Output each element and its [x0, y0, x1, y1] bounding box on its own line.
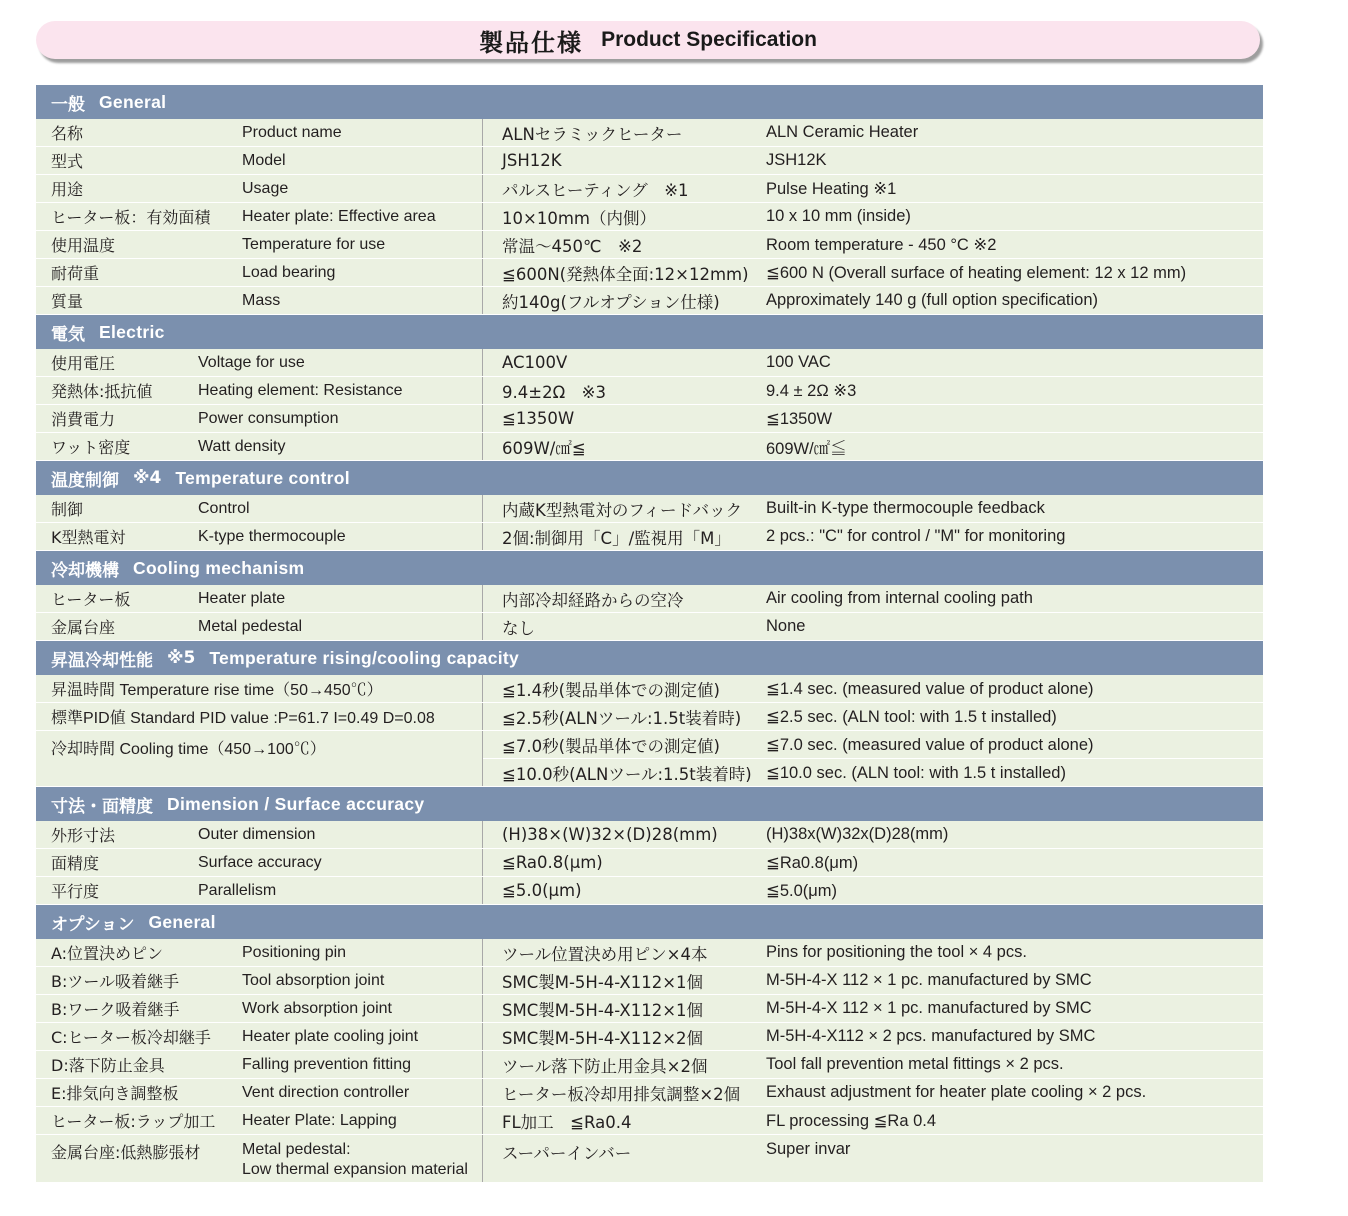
- value-en: Pulse Heating ※1: [766, 179, 897, 198]
- value-jp: 常温～450℃ ※2: [502, 236, 643, 256]
- label-en-line2: Low thermal expansion material: [242, 1161, 468, 1178]
- label-en: Heater plate: Effective area: [242, 207, 436, 225]
- section-title-jp: 温度制御: [51, 470, 119, 491]
- value-jp: 10×10mm（内側）: [502, 208, 656, 228]
- spec-label-cell: [36, 287, 483, 314]
- spec-label-cell: [36, 1023, 483, 1050]
- label-jp: 耐荷重: [51, 264, 100, 283]
- spec-row: [36, 939, 1263, 967]
- label-en: Heating element: Resistance: [198, 381, 403, 399]
- section-note: ※4: [133, 468, 162, 488]
- section-header-dimension: [36, 787, 1263, 821]
- section-header-rising-cooling: [36, 641, 1263, 675]
- label-en: K-type thermocouple: [198, 527, 346, 545]
- value-en: (H)38x(W)32x(D)28(mm): [766, 825, 949, 843]
- value-en: 2 pcs.: "C" for control / "M" for monitoring: [766, 527, 1066, 545]
- value-jp: AC100V: [502, 353, 568, 372]
- spec-row: [36, 585, 1263, 613]
- label-jp: ヒーター板：有効面積: [51, 208, 211, 227]
- spec-row: [36, 613, 1263, 641]
- label-en: Temperature for use: [242, 235, 386, 253]
- spec-label-cell: [36, 849, 483, 876]
- value-jp: ≦1350W: [502, 409, 575, 428]
- value-en: ≦600 N (Overall surface of heating element: 12 x 12 mm): [766, 263, 1187, 282]
- spec-label-cell: [36, 349, 483, 376]
- spec-row: [36, 147, 1263, 175]
- value-en: M-5H-4-X 112 × 1 pc. manufactured by SMC: [766, 971, 1092, 989]
- label-jp: ヒーター板:ラップ加工: [51, 1112, 216, 1131]
- value-jp: 内部冷却経路からの空冷: [502, 590, 684, 610]
- value-en: Built-in K-type thermocouple feedback: [766, 499, 1045, 517]
- cooling-values: [483, 731, 1263, 786]
- section-header-cooling-mechanism: [36, 551, 1263, 585]
- value-jp: 2個:制御用「C」/監視用「M」: [502, 528, 731, 548]
- section-title-en: Electric: [99, 321, 165, 342]
- section-note: ※5: [167, 648, 196, 668]
- value-jp: なし: [502, 618, 535, 638]
- page-title-en: Product Specification: [601, 28, 817, 51]
- spec-label-cell: 冷却時間 Cooling time（450→100℃）: [36, 731, 483, 786]
- value-jp: JSH12K: [502, 151, 562, 170]
- label-jp: 外形寸法: [51, 826, 116, 845]
- label-jp: ワット密度: [51, 438, 131, 457]
- value-en: FL processing ≦Ra 0.4: [766, 1111, 937, 1130]
- value-en: 100 VAC: [766, 353, 831, 371]
- page-title-jp: 製品仕様: [479, 28, 584, 57]
- value-jp: ≦10.0秒(ALNツール:1.5t装着時): [502, 764, 752, 784]
- value-jp: パルスヒーティング ※1: [502, 180, 689, 200]
- spec-label-cell: [36, 967, 483, 994]
- value-en: M-5H-4-X 112 × 1 pc. manufactured by SMC: [766, 999, 1092, 1017]
- value-en: M-5H-4-X112 × 2 pcs. manufactured by SMC: [766, 1027, 1096, 1045]
- label-jp: ヒーター板: [51, 590, 131, 609]
- spec-row: [36, 203, 1263, 231]
- label-jp: B:ワーク吸着継手: [51, 1000, 180, 1019]
- value-en: Tool fall prevention metal fittings × 2 pcs.: [766, 1055, 1064, 1073]
- value-jp: 内蔵K型熱電対のフィードバック: [502, 500, 743, 520]
- spec-label-cell: [36, 821, 483, 848]
- value-en: ALN Ceramic Heater: [766, 123, 919, 141]
- value-en: None: [766, 617, 806, 635]
- value-jp: ≦7.0秒(製品単体での測定値): [502, 736, 720, 756]
- label-en: Tool absorption joint: [242, 971, 385, 989]
- spec-row: [36, 877, 1263, 905]
- spec-row: [36, 703, 1263, 731]
- spec-row: [36, 967, 1263, 995]
- value-jp: スーパーインバー: [502, 1144, 632, 1163]
- value-en: Super invar: [766, 1140, 851, 1158]
- value-jp: ツール落下防止用金具×2個: [502, 1056, 708, 1076]
- label-jp: 面精度: [51, 854, 100, 873]
- section-header-temperature-control: [36, 461, 1263, 495]
- spec-row: [36, 1135, 1263, 1183]
- label-jp: 使用電圧: [51, 354, 116, 373]
- spec-table: [36, 85, 1263, 1183]
- label-en: Heater plate: [198, 589, 286, 607]
- section-title-jp: 寸法・面精度: [51, 796, 153, 817]
- label-jp: C:ヒーター板冷却継手: [51, 1028, 211, 1047]
- label-en: [242, 1140, 468, 1180]
- spec-label-cell: [36, 433, 483, 460]
- value-jp: ≦5.0(μm): [502, 881, 582, 900]
- value-jp: 約140g(フルオプション仕様): [502, 292, 720, 312]
- value-en: Exhaust adjustment for heater plate cooling × 2 pcs.: [766, 1083, 1147, 1101]
- section-title-jp: 一般: [51, 94, 85, 115]
- spec-row: [36, 523, 1263, 551]
- value-jp: ヒーター板冷却用排気調整×2個: [502, 1084, 741, 1104]
- spec-label-cell: 標準PID値 Standard PID value :P=61.7 I=0.49 D=0.08: [36, 703, 483, 730]
- label-jp: 制御: [51, 500, 84, 519]
- label-jp: 質量: [51, 292, 84, 311]
- label-jp: A:位置決めピン: [51, 944, 164, 963]
- value-en: 609W/㎠≦: [766, 439, 847, 458]
- spec-row: [36, 1051, 1263, 1079]
- spec-label-cell: [36, 377, 483, 404]
- spec-row: [36, 995, 1263, 1023]
- spec-label-cell: [36, 613, 483, 640]
- label-jp: 消費電力: [51, 410, 116, 429]
- section-header-electric: [36, 315, 1263, 349]
- label-en: Surface accuracy: [198, 853, 322, 871]
- spec-label-cell: [36, 585, 483, 612]
- section-title-en: Cooling mechanism: [133, 557, 305, 578]
- spec-row: [36, 821, 1263, 849]
- label-en: Control: [198, 499, 250, 517]
- section-title-jp: 冷却機構: [51, 560, 119, 581]
- label-en: Heater Plate: Lapping: [242, 1111, 397, 1129]
- spec-label-cell: [36, 523, 483, 550]
- label-jp: 使用温度: [51, 236, 116, 255]
- label-en: Outer dimension: [198, 825, 316, 843]
- value-en: Room temperature - 450 °C ※2: [766, 235, 997, 254]
- value-en: Pins for positioning the tool × 4 pcs.: [766, 943, 1027, 961]
- spec-row: [36, 349, 1263, 377]
- value-en: ≦1.4 sec. (measured value of product alone): [766, 679, 1094, 698]
- label-en: Product name: [242, 123, 342, 141]
- label-jp: B:ツール吸着継手: [51, 972, 180, 991]
- label-en: Mass: [242, 291, 281, 309]
- value-jp: ≦2.5秒(ALNツール:1.5t装着時): [502, 708, 742, 728]
- label-en: Heater plate cooling joint: [242, 1027, 419, 1045]
- section-title-jp: 昇温冷却性能: [51, 650, 153, 671]
- label-jp: D:落下防止金具: [51, 1056, 165, 1075]
- value-jp: ≦Ra0.8(μm): [502, 853, 603, 872]
- value-jp: (H)38×(W)32×(D)28(mm): [502, 825, 718, 844]
- spec-row: [36, 849, 1263, 877]
- value-en: ≦7.0 sec. (measured value of product alone): [766, 735, 1094, 754]
- label-en: Model: [242, 151, 286, 169]
- spec-label-cell: [36, 259, 483, 286]
- value-jp: SMC製M-5H-4-X112×1個: [502, 972, 704, 992]
- label-jp: 用途: [51, 180, 84, 199]
- section-header-options: [36, 905, 1263, 939]
- section-title-jp: 電気: [51, 324, 85, 345]
- label-en: Falling prevention fitting: [242, 1055, 411, 1073]
- spec-label-cell: [36, 231, 483, 258]
- spec-row: [36, 175, 1263, 203]
- value-jp: ツール位置決め用ピン×4本: [502, 944, 708, 964]
- value-en: Approximately 140 g (full option specification): [766, 291, 1099, 309]
- spec-row: [36, 119, 1263, 147]
- value-en: ≦10.0 sec. (ALN tool: with 1.5 t installed): [766, 763, 1066, 782]
- spec-row: [36, 495, 1263, 523]
- label-en: Metal pedestal: [198, 617, 303, 635]
- spec-label-cell: [36, 119, 483, 146]
- section-title-en: Temperature rising/cooling capacity: [209, 647, 520, 668]
- section-title-en: General: [99, 91, 167, 112]
- label-en: Voltage for use: [198, 353, 305, 371]
- spec-row: [36, 287, 1263, 315]
- label-jp: 名称: [51, 124, 84, 143]
- cooling-subrow: [483, 759, 1263, 786]
- value-en: Air cooling from internal cooling path: [766, 589, 1033, 607]
- label-en: Parallelism: [198, 881, 277, 899]
- spec-row: [36, 1079, 1263, 1107]
- spec-row-cooling-time: [36, 731, 1263, 787]
- value-jp: FL加工 ≦Ra0.4: [502, 1112, 632, 1132]
- spec-label-cell: [36, 175, 483, 202]
- label-jp: K型熱電対: [51, 528, 126, 547]
- section-title-en: Dimension / Surface accuracy: [167, 793, 425, 814]
- value-jp: 9.4±2Ω ※3: [502, 382, 606, 402]
- spec-row: [36, 1107, 1263, 1135]
- section-title-en: General: [148, 911, 216, 932]
- label-jp: 発熱体:抵抗値: [51, 382, 153, 401]
- value-jp: ALNセラミックヒーター: [502, 124, 683, 144]
- spec-label-cell: [36, 877, 483, 904]
- label-en: Positioning pin: [242, 943, 347, 961]
- label-jp: 金属台座:低熱膨張材: [51, 1143, 201, 1162]
- label-jp: 型式: [51, 152, 84, 171]
- label-en: Work absorption joint: [242, 999, 392, 1017]
- value-en: 10 x 10 mm (inside): [766, 207, 911, 225]
- section-title-jp: オプション: [51, 914, 135, 935]
- spec-row: [36, 675, 1263, 703]
- spec-label-cell: [36, 1107, 483, 1134]
- spec-row: [36, 231, 1263, 259]
- section-header-general: [36, 85, 1263, 119]
- label-en-line1: Metal pedestal:: [242, 1141, 351, 1158]
- label-jp: E:排気向き調整板: [51, 1084, 179, 1103]
- spec-label-cell: [36, 147, 483, 174]
- value-en: JSH12K: [766, 151, 827, 169]
- value-jp: 609W/㎠≦: [502, 438, 586, 458]
- spec-label-cell: [36, 1051, 483, 1078]
- spec-row: [36, 377, 1263, 405]
- value-en: ≦1350W: [766, 409, 833, 428]
- label-en: Load bearing: [242, 263, 336, 281]
- value-en: ≦Ra0.8(μm): [766, 853, 859, 872]
- spec-label-cell: 昇温時間 Temperature rise time（50→450℃）: [36, 675, 483, 702]
- spec-row: [36, 433, 1263, 461]
- spec-row: [36, 1023, 1263, 1051]
- spec-label-cell: [36, 203, 483, 230]
- spec-row: [36, 405, 1263, 433]
- spec-label-cell: [36, 405, 483, 432]
- value-jp: ≦1.4秒(製品単体での測定値): [502, 680, 720, 700]
- title-text: [36, 21, 1260, 59]
- spec-label-cell: [36, 1135, 483, 1182]
- label-en: Power consumption: [198, 409, 339, 427]
- section-title-en: Temperature control: [175, 467, 350, 488]
- label-jp: 平行度: [51, 882, 100, 901]
- value-jp: ≦600N(発熱体全面:12×12mm): [502, 264, 749, 284]
- spec-row: [36, 259, 1263, 287]
- spec-label-cell: [36, 495, 483, 522]
- label-en: Usage: [242, 179, 289, 197]
- value-en: ≦2.5 sec. (ALN tool: with 1.5 t installed): [766, 707, 1057, 726]
- value-jp: SMC製M-5H-4-X112×2個: [502, 1028, 704, 1048]
- label-en: Watt density: [198, 437, 286, 455]
- value-jp: SMC製M-5H-4-X112×1個: [502, 1000, 704, 1020]
- cooling-subrow: [483, 731, 1263, 759]
- label-jp: 金属台座: [51, 618, 116, 637]
- spec-label-cell: [36, 939, 483, 966]
- spec-label-cell: [36, 995, 483, 1022]
- value-en: ≦5.0(μm): [766, 881, 838, 900]
- title-banner: [36, 21, 1260, 59]
- value-en: 9.4 ± 2Ω ※3: [766, 381, 857, 400]
- spec-label-cell: [36, 1079, 483, 1106]
- label-en: Vent direction controller: [242, 1083, 410, 1101]
